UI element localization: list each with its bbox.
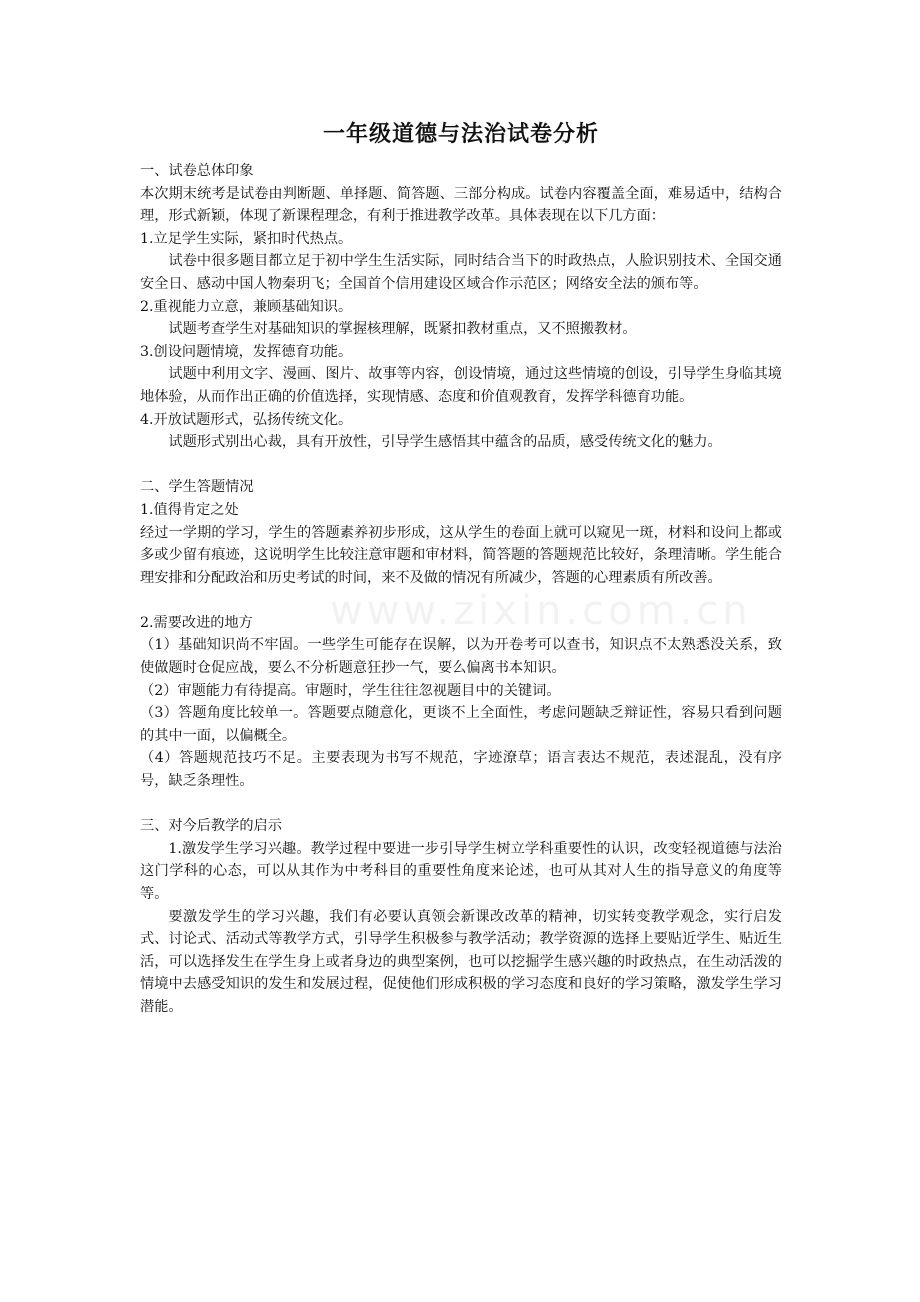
point-1-body: 试卷中很多题目都立足于初中学生生活实际，同时结合当下的时政热点，人脸识别技术、全国交通安全日、感动中国人物秦玥飞；全国首个信用建设区域合作示范区；网络安全法的颁布等。 [140,253,782,292]
document-title: 一年级道德与法治试卷分析 [322,121,599,147]
section-1-intro: 本次期末统考是试卷由判断题、单择题、简答题、三部分构成。试卷内容覆盖全面，难易适中，结构合理，形式新颖，体现了新课程理念，有利于推进教学改革。具体表现在以下几方面： [140,185,782,225]
improvement-item: （1）基础知识尚不牢固。一些学生可能存在误解，以为开卷考可以查书，知识点不太熟悉没关系，致使做题时仓促应战，要么不分析题意狂抄一气，要么偏离书本知识。 [140,637,782,677]
spacer [140,454,782,477]
improvement-item: （4）答题规范技巧不足。主要表现为书写不规范，字迹潦草；语言表达不规范，表述混乱，没有序号，缺乏条理性。 [140,750,782,790]
point-4-body: 试题形式别出心裁，具有开放性，引导学生感悟其中蕴含的品质，感受传统文化的魅力。 [168,434,722,451]
point-1-heading: 1.立足学生实际，紧扣时代热点。 [140,230,353,247]
point-2-heading: 2.重视能力立意，兼顾基础知识。 [140,298,353,315]
point-3-heading: 3.创设问题情境，发挥德育功能。 [140,343,353,360]
spacer [140,589,782,612]
improvement-item: （3）答题角度比较单一。答题要点随意化，更谈不上全面性，考虑问题缺乏辩证性，容易只看到问题的其中一面，以偏概全。 [140,705,782,744]
improvement-item: （2）审题能力有待提高。审题时，学生往往忽视题目中的关键词。 [140,682,561,699]
section-1-heading: 一、试卷总体印象 [140,163,254,179]
spacer [140,793,782,816]
strengths-body: 经过一学期的学习，学生的答题素养初步形成，这从学生的卷面上就可以窥见一斑，材料和设问上都或多或少留有痕迹，这说明学生比较注意审题和审材料，简答题的答题规范比较好，条理清晰。学生能合理安排和分配政治和历史考试的时间，来不及做的情况有所减少，答题的心理素质有所改善。 [140,524,782,586]
teaching-paragraph-1: 1.激发学生学习兴趣。教学过程中要进一步引导学生树立学科重要性的认识，改变轻视道德与法治这门学科的心态，可以从其作为中考科目的重要性角度来论述，也可从其对人生的指导意义的角度等等。 [140,840,782,902]
strengths-heading: 1.值得肯定之处 [140,501,239,518]
point-2-body: 试题考查学生对基础知识的掌握核理解，既紧扣教材重点，又不照搬教材。 [168,321,637,338]
point-4-heading: 4.开放试题形式，弘扬传统文化。 [140,411,353,428]
point-3-body: 试题中利用文字、漫画、图片、故事等内容，创设情境，通过这些情境的创设，引导学生身临其境地体验，从而作出正确的价值选择，实现情感、态度和价值观教育，发挥学科德育功能。 [140,366,782,405]
improvements-heading: 2.需要改进的地方 [140,614,253,631]
document-page [140,118,782,1019]
teaching-paragraph-2: 要激发学生的学习兴趣，我们有必要认真领会新课改改革的精神，切实转变教学观念，实行启发式、讨论式、活动式等教学方式，引导学生积极参与教学活动；教学资源的选择上要贴近学生、贴近生活，可以选择发生在学生身上或者身边的典型案例，也可以挖掘学生感兴趣的时政热点，在生动活泼的情境中去感受知识的发生和发展过程，促使他们形成积极的学习态度和良好的学习策略，激发学生学习潜能。 [140,908,782,1015]
section-3-heading: 三、对今后教学的启示 [140,818,282,835]
watermark: www.zixin.com.cn [330,588,752,634]
section-2-heading: 二、学生答题情况 [140,479,254,496]
